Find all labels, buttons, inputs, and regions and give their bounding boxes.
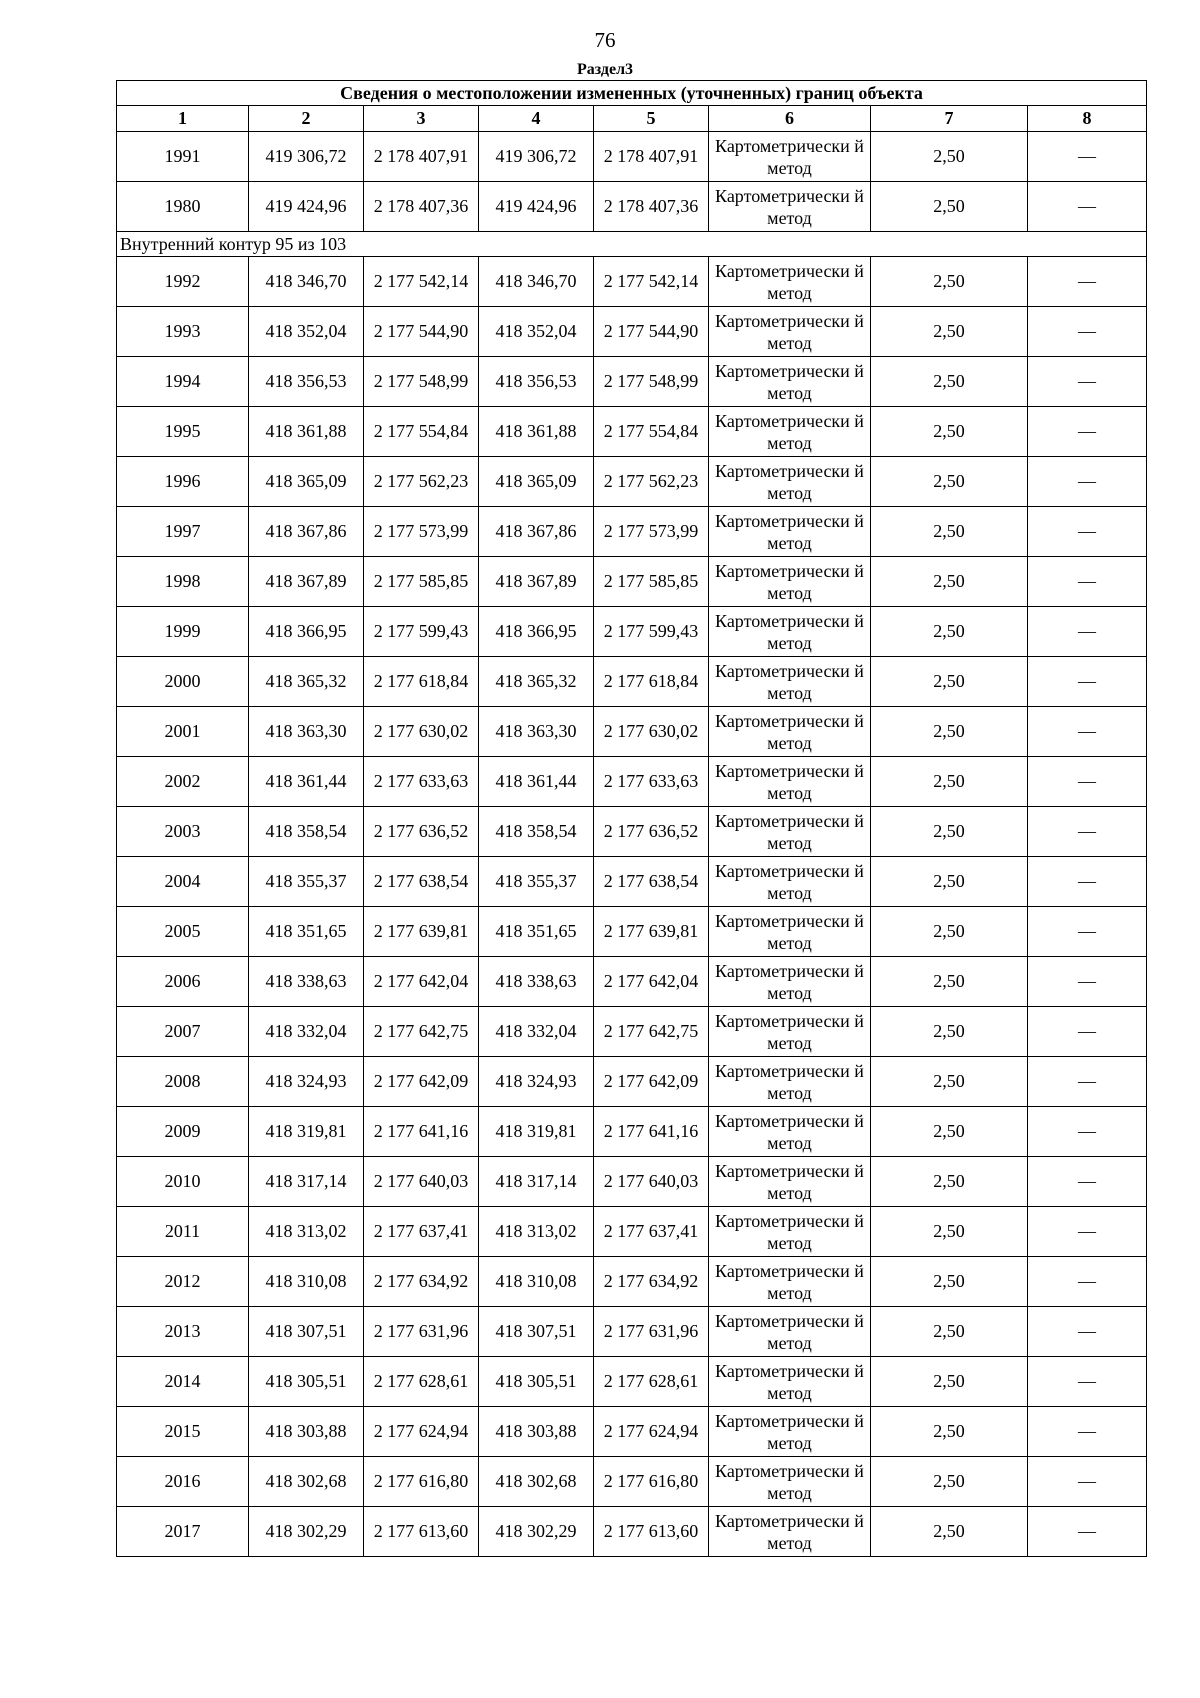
table-row	[117, 407, 1147, 457]
table-cell: 2,50	[871, 457, 1028, 507]
table-cell: Картометрически й метод	[709, 1307, 871, 1357]
table-cell: 2 177 573,99	[594, 507, 709, 557]
table-cell: 2,50	[871, 607, 1028, 657]
table-cell: —	[1028, 357, 1147, 407]
table-cell: 2 177 633,63	[594, 757, 709, 807]
table-cell: 418 346,70	[249, 257, 364, 307]
table-cell: 1995	[117, 407, 249, 457]
column-header: 6	[709, 106, 871, 132]
table-cell: —	[1028, 1207, 1147, 1257]
contour-label: Внутренний контур 95 из 103	[117, 232, 1147, 257]
table-cell: 2 177 631,96	[364, 1307, 479, 1357]
table-cell: Картометрически й метод	[709, 607, 871, 657]
table-cell: 2 178 407,91	[364, 132, 479, 182]
table-cell: 418 338,63	[249, 957, 364, 1007]
table-row	[117, 1107, 1147, 1157]
table-cell: —	[1028, 907, 1147, 957]
table-cell: Картометрически й метод	[709, 1007, 871, 1057]
table-cell: 418 367,89	[249, 557, 364, 607]
table-cell: Картометрически й метод	[709, 557, 871, 607]
table-cell: —	[1028, 607, 1147, 657]
table-cell: 2 177 639,81	[594, 907, 709, 957]
table-cell: 2,50	[871, 1307, 1028, 1357]
table-row	[117, 257, 1147, 307]
table-cell: —	[1028, 307, 1147, 357]
table-cell: Картометрически й метод	[709, 132, 871, 182]
table-row	[117, 1057, 1147, 1107]
table-row	[117, 457, 1147, 507]
table-row	[117, 657, 1147, 707]
table-cell: 2,50	[871, 357, 1028, 407]
table-cell: 418 324,93	[249, 1057, 364, 1107]
table-cell: 1996	[117, 457, 249, 507]
table-row	[117, 607, 1147, 657]
table-cell: 418 346,70	[479, 257, 594, 307]
table-cell: 418 352,04	[249, 307, 364, 357]
table-cell: 419 424,96	[249, 182, 364, 232]
table-cell: 2 177 613,60	[594, 1507, 709, 1557]
table-cell: 418 332,04	[479, 1007, 594, 1057]
table-cell: 2,50	[871, 1407, 1028, 1457]
table-cell: 418 363,30	[479, 707, 594, 757]
table-row	[117, 557, 1147, 607]
table-cell: 2 177 642,09	[594, 1057, 709, 1107]
table-cell: 2 177 634,92	[364, 1257, 479, 1307]
boundary-coordinates-table	[116, 80, 1147, 1557]
table-cell: Картометрически й метод	[709, 1207, 871, 1257]
table-cell: Картометрически й метод	[709, 907, 871, 957]
table-cell: 418 310,08	[249, 1257, 364, 1307]
table-cell: Картометрически й метод	[709, 257, 871, 307]
table-row	[117, 957, 1147, 1007]
table-cell: Картометрически й метод	[709, 507, 871, 557]
table-cell: 2 177 544,90	[364, 307, 479, 357]
table-cell: 2004	[117, 857, 249, 907]
table-cell: 2 178 407,91	[594, 132, 709, 182]
table-cell: 2009	[117, 1107, 249, 1157]
table-cell: 2,50	[871, 1157, 1028, 1207]
table-cell: 2 177 641,16	[594, 1107, 709, 1157]
table-cell: —	[1028, 807, 1147, 857]
table-cell: —	[1028, 1457, 1147, 1507]
table-cell: 2 177 638,54	[364, 857, 479, 907]
table-cell: 2 177 548,99	[594, 357, 709, 407]
table-cell: Картометрически й метод	[709, 407, 871, 457]
table-cell: 2005	[117, 907, 249, 957]
table-cell: 418 361,44	[249, 757, 364, 807]
table-cell: 2 177 585,85	[594, 557, 709, 607]
table-cell: 2 177 573,99	[364, 507, 479, 557]
table-cell: 418 319,81	[479, 1107, 594, 1157]
table-cell: 2006	[117, 957, 249, 1007]
table-cell: 418 361,44	[479, 757, 594, 807]
table-row	[117, 1007, 1147, 1057]
table-cell: 2 177 636,52	[364, 807, 479, 857]
table-cell: 2016	[117, 1457, 249, 1507]
table-cell: —	[1028, 1007, 1147, 1057]
table-cell: 418 317,14	[249, 1157, 364, 1207]
table-cell: Картометрически й метод	[709, 1057, 871, 1107]
table-cell: —	[1028, 1057, 1147, 1107]
table-cell: 418 361,88	[249, 407, 364, 457]
table-cell: —	[1028, 757, 1147, 807]
table-cell: 2 177 585,85	[364, 557, 479, 607]
table-cell: —	[1028, 457, 1147, 507]
table-cell: Картометрически й метод	[709, 657, 871, 707]
table-cell: 2 177 636,52	[594, 807, 709, 857]
table-cell: 1980	[117, 182, 249, 232]
table-row	[117, 307, 1147, 357]
table-cell: 2 177 599,43	[364, 607, 479, 657]
table-cell: Картометрически й метод	[709, 807, 871, 857]
table-cell: —	[1028, 182, 1147, 232]
table-cell: 418 338,63	[479, 957, 594, 1007]
section-label: Раздел3	[576, 61, 634, 78]
table-row	[117, 507, 1147, 557]
contour-label-row	[117, 232, 1147, 257]
table-cell: Картометрически й метод	[709, 1257, 871, 1307]
table-cell: 2 177 630,02	[364, 707, 479, 757]
table-cell: 2 177 641,16	[364, 1107, 479, 1157]
table-cell: 418 358,54	[249, 807, 364, 857]
table-cell: 2,50	[871, 1007, 1028, 1057]
column-header-row	[117, 106, 1147, 132]
table-cell: 2 178 407,36	[364, 182, 479, 232]
table-cell: 2 178 407,36	[594, 182, 709, 232]
table-cell: Картометрически й метод	[709, 307, 871, 357]
table-cell: 2,50	[871, 757, 1028, 807]
table-cell: 2 177 554,84	[594, 407, 709, 457]
column-header: 3	[364, 106, 479, 132]
table-cell: 2 177 548,99	[364, 357, 479, 407]
table-cell: Картометрически й метод	[709, 857, 871, 907]
table-cell: 418 356,53	[479, 357, 594, 407]
table-row	[117, 357, 1147, 407]
table-cell: 2000	[117, 657, 249, 707]
table-cell: 2,50	[871, 907, 1028, 957]
table-cell: 2,50	[871, 132, 1028, 182]
table-cell: 418 332,04	[249, 1007, 364, 1057]
table-cell: Картометрически й метод	[709, 1507, 871, 1557]
table-row	[117, 1257, 1147, 1307]
table-cell: Картометрически й метод	[709, 957, 871, 1007]
table-cell: 418 367,86	[479, 507, 594, 557]
table-cell: 2 177 542,14	[594, 257, 709, 307]
table-cell: 2 177 618,84	[594, 657, 709, 707]
table-row	[117, 182, 1147, 232]
table-cell: 418 365,32	[479, 657, 594, 707]
table-cell: —	[1028, 1357, 1147, 1407]
table-cell: 2 177 624,94	[364, 1407, 479, 1457]
table-cell: 1992	[117, 257, 249, 307]
table-cell: 2 177 639,81	[364, 907, 479, 957]
table-cell: —	[1028, 657, 1147, 707]
table-cell: 418 310,08	[479, 1257, 594, 1307]
table-row	[117, 857, 1147, 907]
table-cell: 2,50	[871, 957, 1028, 1007]
table-cell: Картометрически й метод	[709, 182, 871, 232]
table-cell: 2,50	[871, 1457, 1028, 1507]
table-cell: 2 177 637,41	[364, 1207, 479, 1257]
table-cell: 2012	[117, 1257, 249, 1307]
table-cell: —	[1028, 557, 1147, 607]
table-cell: 418 302,29	[479, 1507, 594, 1557]
table-row	[117, 907, 1147, 957]
table-cell: 418 366,95	[249, 607, 364, 657]
table-cell: 2017	[117, 1507, 249, 1557]
table-cell: 418 367,89	[479, 557, 594, 607]
table-cell: 418 355,37	[479, 857, 594, 907]
table-cell: 2 177 640,03	[364, 1157, 479, 1207]
table-cell: —	[1028, 407, 1147, 457]
table-cell: 2013	[117, 1307, 249, 1357]
table-cell: 2 177 628,61	[594, 1357, 709, 1407]
table-cell: 418 305,51	[249, 1357, 364, 1407]
table-cell: Картометрически й метод	[709, 1107, 871, 1157]
table-cell: 2,50	[871, 857, 1028, 907]
table-row	[117, 132, 1147, 182]
table-cell: 418 303,88	[249, 1407, 364, 1457]
table-cell: 2 177 634,92	[594, 1257, 709, 1307]
page-number: 76	[594, 28, 616, 52]
table-cell: 2 177 642,75	[594, 1007, 709, 1057]
table-cell: 2003	[117, 807, 249, 857]
table-cell: 2 177 642,04	[594, 957, 709, 1007]
table-cell: 2 177 624,94	[594, 1407, 709, 1457]
table-row	[117, 1507, 1147, 1557]
table-cell: 418 365,09	[249, 457, 364, 507]
table-cell: 2002	[117, 757, 249, 807]
table-cell: —	[1028, 132, 1147, 182]
table-row	[117, 1207, 1147, 1257]
table-cell: 418 361,88	[479, 407, 594, 457]
table-cell: 2,50	[871, 557, 1028, 607]
table-cell: 1998	[117, 557, 249, 607]
table-cell: 1997	[117, 507, 249, 557]
table-cell: Картометрически й метод	[709, 707, 871, 757]
table-cell: 2 177 542,14	[364, 257, 479, 307]
column-header: 2	[249, 106, 364, 132]
table-cell: 2 177 642,75	[364, 1007, 479, 1057]
table-cell: Картометрически й метод	[709, 757, 871, 807]
table-title-row	[117, 81, 1147, 106]
table-cell: 2,50	[871, 257, 1028, 307]
column-header: 7	[871, 106, 1028, 132]
table-cell: 1999	[117, 607, 249, 657]
table-cell: 1993	[117, 307, 249, 357]
table-cell: 2 177 618,84	[364, 657, 479, 707]
table-cell: 418 305,51	[479, 1357, 594, 1407]
table-cell: 2,50	[871, 407, 1028, 457]
table-cell: 418 313,02	[249, 1207, 364, 1257]
table-cell: 2,50	[871, 1357, 1028, 1407]
table-cell: 2 177 640,03	[594, 1157, 709, 1207]
table-cell: —	[1028, 1107, 1147, 1157]
table-cell: 419 424,96	[479, 182, 594, 232]
column-header: 8	[1028, 106, 1147, 132]
table-cell: 418 366,95	[479, 607, 594, 657]
table-cell: 419 306,72	[249, 132, 364, 182]
table-cell: Картометрически й метод	[709, 1457, 871, 1507]
table-cell: 418 352,04	[479, 307, 594, 357]
table-cell: 2 177 544,90	[594, 307, 709, 357]
table-cell: 2 177 554,84	[364, 407, 479, 457]
table-cell: 2007	[117, 1007, 249, 1057]
table-cell: 2014	[117, 1357, 249, 1407]
table-cell: 2010	[117, 1157, 249, 1207]
table-cell: Картометрически й метод	[709, 1357, 871, 1407]
table-cell: 418 307,51	[249, 1307, 364, 1357]
table-cell: 2,50	[871, 1507, 1028, 1557]
table-cell: 418 358,54	[479, 807, 594, 857]
table-cell: 2,50	[871, 1107, 1028, 1157]
table-cell: 1991	[117, 132, 249, 182]
table-cell: Картометрически й метод	[709, 1157, 871, 1207]
column-header: 5	[594, 106, 709, 132]
table-cell: 2 177 628,61	[364, 1357, 479, 1407]
table-cell: 2,50	[871, 182, 1028, 232]
table-cell: —	[1028, 1157, 1147, 1207]
table-cell: 418 365,09	[479, 457, 594, 507]
table-cell: 419 306,72	[479, 132, 594, 182]
table-cell: 2,50	[871, 1057, 1028, 1107]
column-header: 1	[117, 106, 249, 132]
table-cell: 418 317,14	[479, 1157, 594, 1207]
table-cell: 2 177 562,23	[594, 457, 709, 507]
table-cell: 418 302,68	[249, 1457, 364, 1507]
table-row	[117, 707, 1147, 757]
table-cell: 2 177 633,63	[364, 757, 479, 807]
table-cell: 2 177 630,02	[594, 707, 709, 757]
table-cell: —	[1028, 1507, 1147, 1557]
table-cell: —	[1028, 707, 1147, 757]
table-cell: Картометрически й метод	[709, 457, 871, 507]
table-cell: —	[1028, 1307, 1147, 1357]
table-cell: 2008	[117, 1057, 249, 1107]
table-cell: 2,50	[871, 507, 1028, 557]
table-cell: 2,50	[871, 1257, 1028, 1307]
table-cell: 2011	[117, 1207, 249, 1257]
table-cell: 418 302,68	[479, 1457, 594, 1507]
table-cell: 2 177 631,96	[594, 1307, 709, 1357]
table-cell: 2 177 616,80	[594, 1457, 709, 1507]
table-cell: 2 177 613,60	[364, 1507, 479, 1557]
table-cell: 2 177 638,54	[594, 857, 709, 907]
table-cell: 418 365,32	[249, 657, 364, 707]
table-cell: 418 303,88	[479, 1407, 594, 1457]
table-cell: 2001	[117, 707, 249, 757]
table-cell: 418 363,30	[249, 707, 364, 757]
table-title: Сведения о местоположении измененных (уточненных) границ объекта	[117, 81, 1147, 106]
table-cell: 418 307,51	[479, 1307, 594, 1357]
table-cell: 418 324,93	[479, 1057, 594, 1107]
table-cell: 418 313,02	[479, 1207, 594, 1257]
table-cell: 418 351,65	[249, 907, 364, 957]
table-cell: —	[1028, 257, 1147, 307]
table-cell: —	[1028, 1407, 1147, 1457]
table-cell: 418 367,86	[249, 507, 364, 557]
table-cell: 2,50	[871, 657, 1028, 707]
table-cell: 2 177 616,80	[364, 1457, 479, 1507]
table-cell: 2 177 642,09	[364, 1057, 479, 1107]
table-cell: 418 355,37	[249, 857, 364, 907]
table-cell: 2 177 637,41	[594, 1207, 709, 1257]
table-cell: 2 177 642,04	[364, 957, 479, 1007]
table-cell: 2,50	[871, 1207, 1028, 1257]
table-row	[117, 1307, 1147, 1357]
table-cell: 2,50	[871, 307, 1028, 357]
table-cell: 418 319,81	[249, 1107, 364, 1157]
table-cell: —	[1028, 1257, 1147, 1307]
table-cell: 418 351,65	[479, 907, 594, 957]
table-cell: 2,50	[871, 807, 1028, 857]
table-row	[117, 1407, 1147, 1457]
table-row	[117, 807, 1147, 857]
table-cell: 2 177 599,43	[594, 607, 709, 657]
table-cell: 2015	[117, 1407, 249, 1457]
table-cell: 2,50	[871, 707, 1028, 757]
table-cell: 418 356,53	[249, 357, 364, 407]
table-row	[117, 1357, 1147, 1407]
table-cell: —	[1028, 957, 1147, 1007]
table-row	[117, 1457, 1147, 1507]
table-row	[117, 1157, 1147, 1207]
table-cell: 2 177 562,23	[364, 457, 479, 507]
table-body	[117, 81, 1147, 1557]
table-cell: —	[1028, 857, 1147, 907]
column-header: 4	[479, 106, 594, 132]
table-cell: Картометрически й метод	[709, 357, 871, 407]
table-cell: —	[1028, 507, 1147, 557]
table-cell: Картометрически й метод	[709, 1407, 871, 1457]
table-cell: 1994	[117, 357, 249, 407]
table-row	[117, 757, 1147, 807]
table-cell: 418 302,29	[249, 1507, 364, 1557]
